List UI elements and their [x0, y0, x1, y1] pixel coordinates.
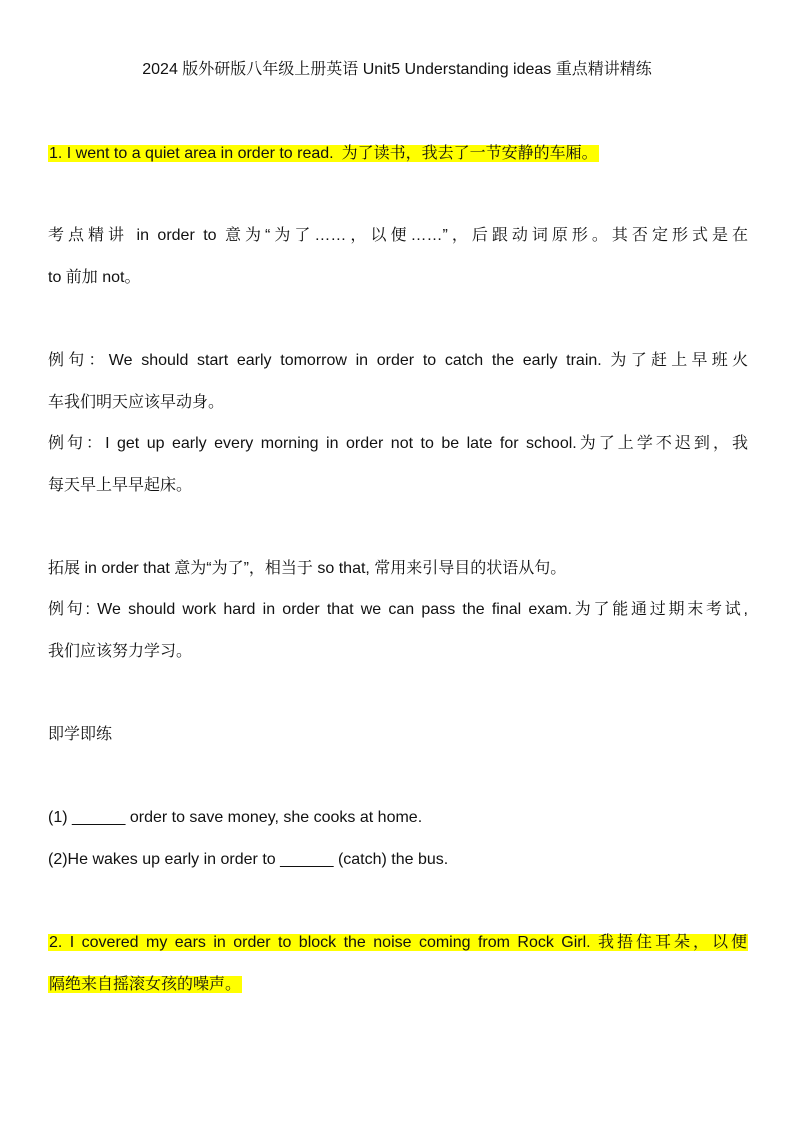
example-2-line-1: 例句：I get up early every morning in order not to be late for school.为了上学不迟到，我 [48, 435, 748, 452]
example-1-line-2: 车我们明天应该早动身。 [48, 394, 225, 411]
item-2-line-1 [48, 930, 748, 956]
example-2-line-2: 每天早上早早起床。 [48, 477, 193, 494]
example-1-line-1: 例句：We should start early tomorrow in order to catch the early train. 为了赶上早班火 [48, 352, 748, 369]
extension-example-line-1: 例句: We should work hard in order that we can pass the final exam.为了能通过期末考试, [48, 601, 748, 618]
extension-line: 拓展 in order that 意为“为了”，相当于 so that, 常用来引导目的状语从句。 [48, 560, 567, 577]
extension-example-line-2: 我们应该努力学习。 [48, 643, 193, 660]
practice-question-1: (1) ______ order to save money, she cooks at home. [48, 809, 423, 826]
document-title: 2024 版外研版八年级上册英语 Unit5 Understanding ideas 重点精讲精练 [142, 61, 652, 78]
item-2-line-2-highlight: 隔绝来自摇滚女孩的噪声。 [49, 976, 242, 993]
item-1-sentence: 1. I went to a quiet area in order to read. [49, 145, 334, 162]
item-1-highlight [48, 145, 599, 162]
item-1-translation: 为了读书，我去了一节安静的车厢。 [341, 145, 598, 162]
key-point-line-2: to 前加 not。 [48, 269, 141, 286]
item-2-line-1-highlight: 2. I covered my ears in order to block the noise coming from Rock Girl. 我捂住耳朵，以便 [49, 934, 747, 951]
practice-heading: 即学即练 [48, 726, 113, 743]
practice-question-2: (2)He wakes up early in order to ______ (catch) the bus. [48, 851, 449, 868]
item-1 [48, 141, 748, 167]
key-point-line-1: 考点精讲 in order to 意为“为了……，以便……”，后跟动词原形。其否定形式是在 [48, 227, 748, 244]
item-2-line-2 [48, 972, 748, 998]
